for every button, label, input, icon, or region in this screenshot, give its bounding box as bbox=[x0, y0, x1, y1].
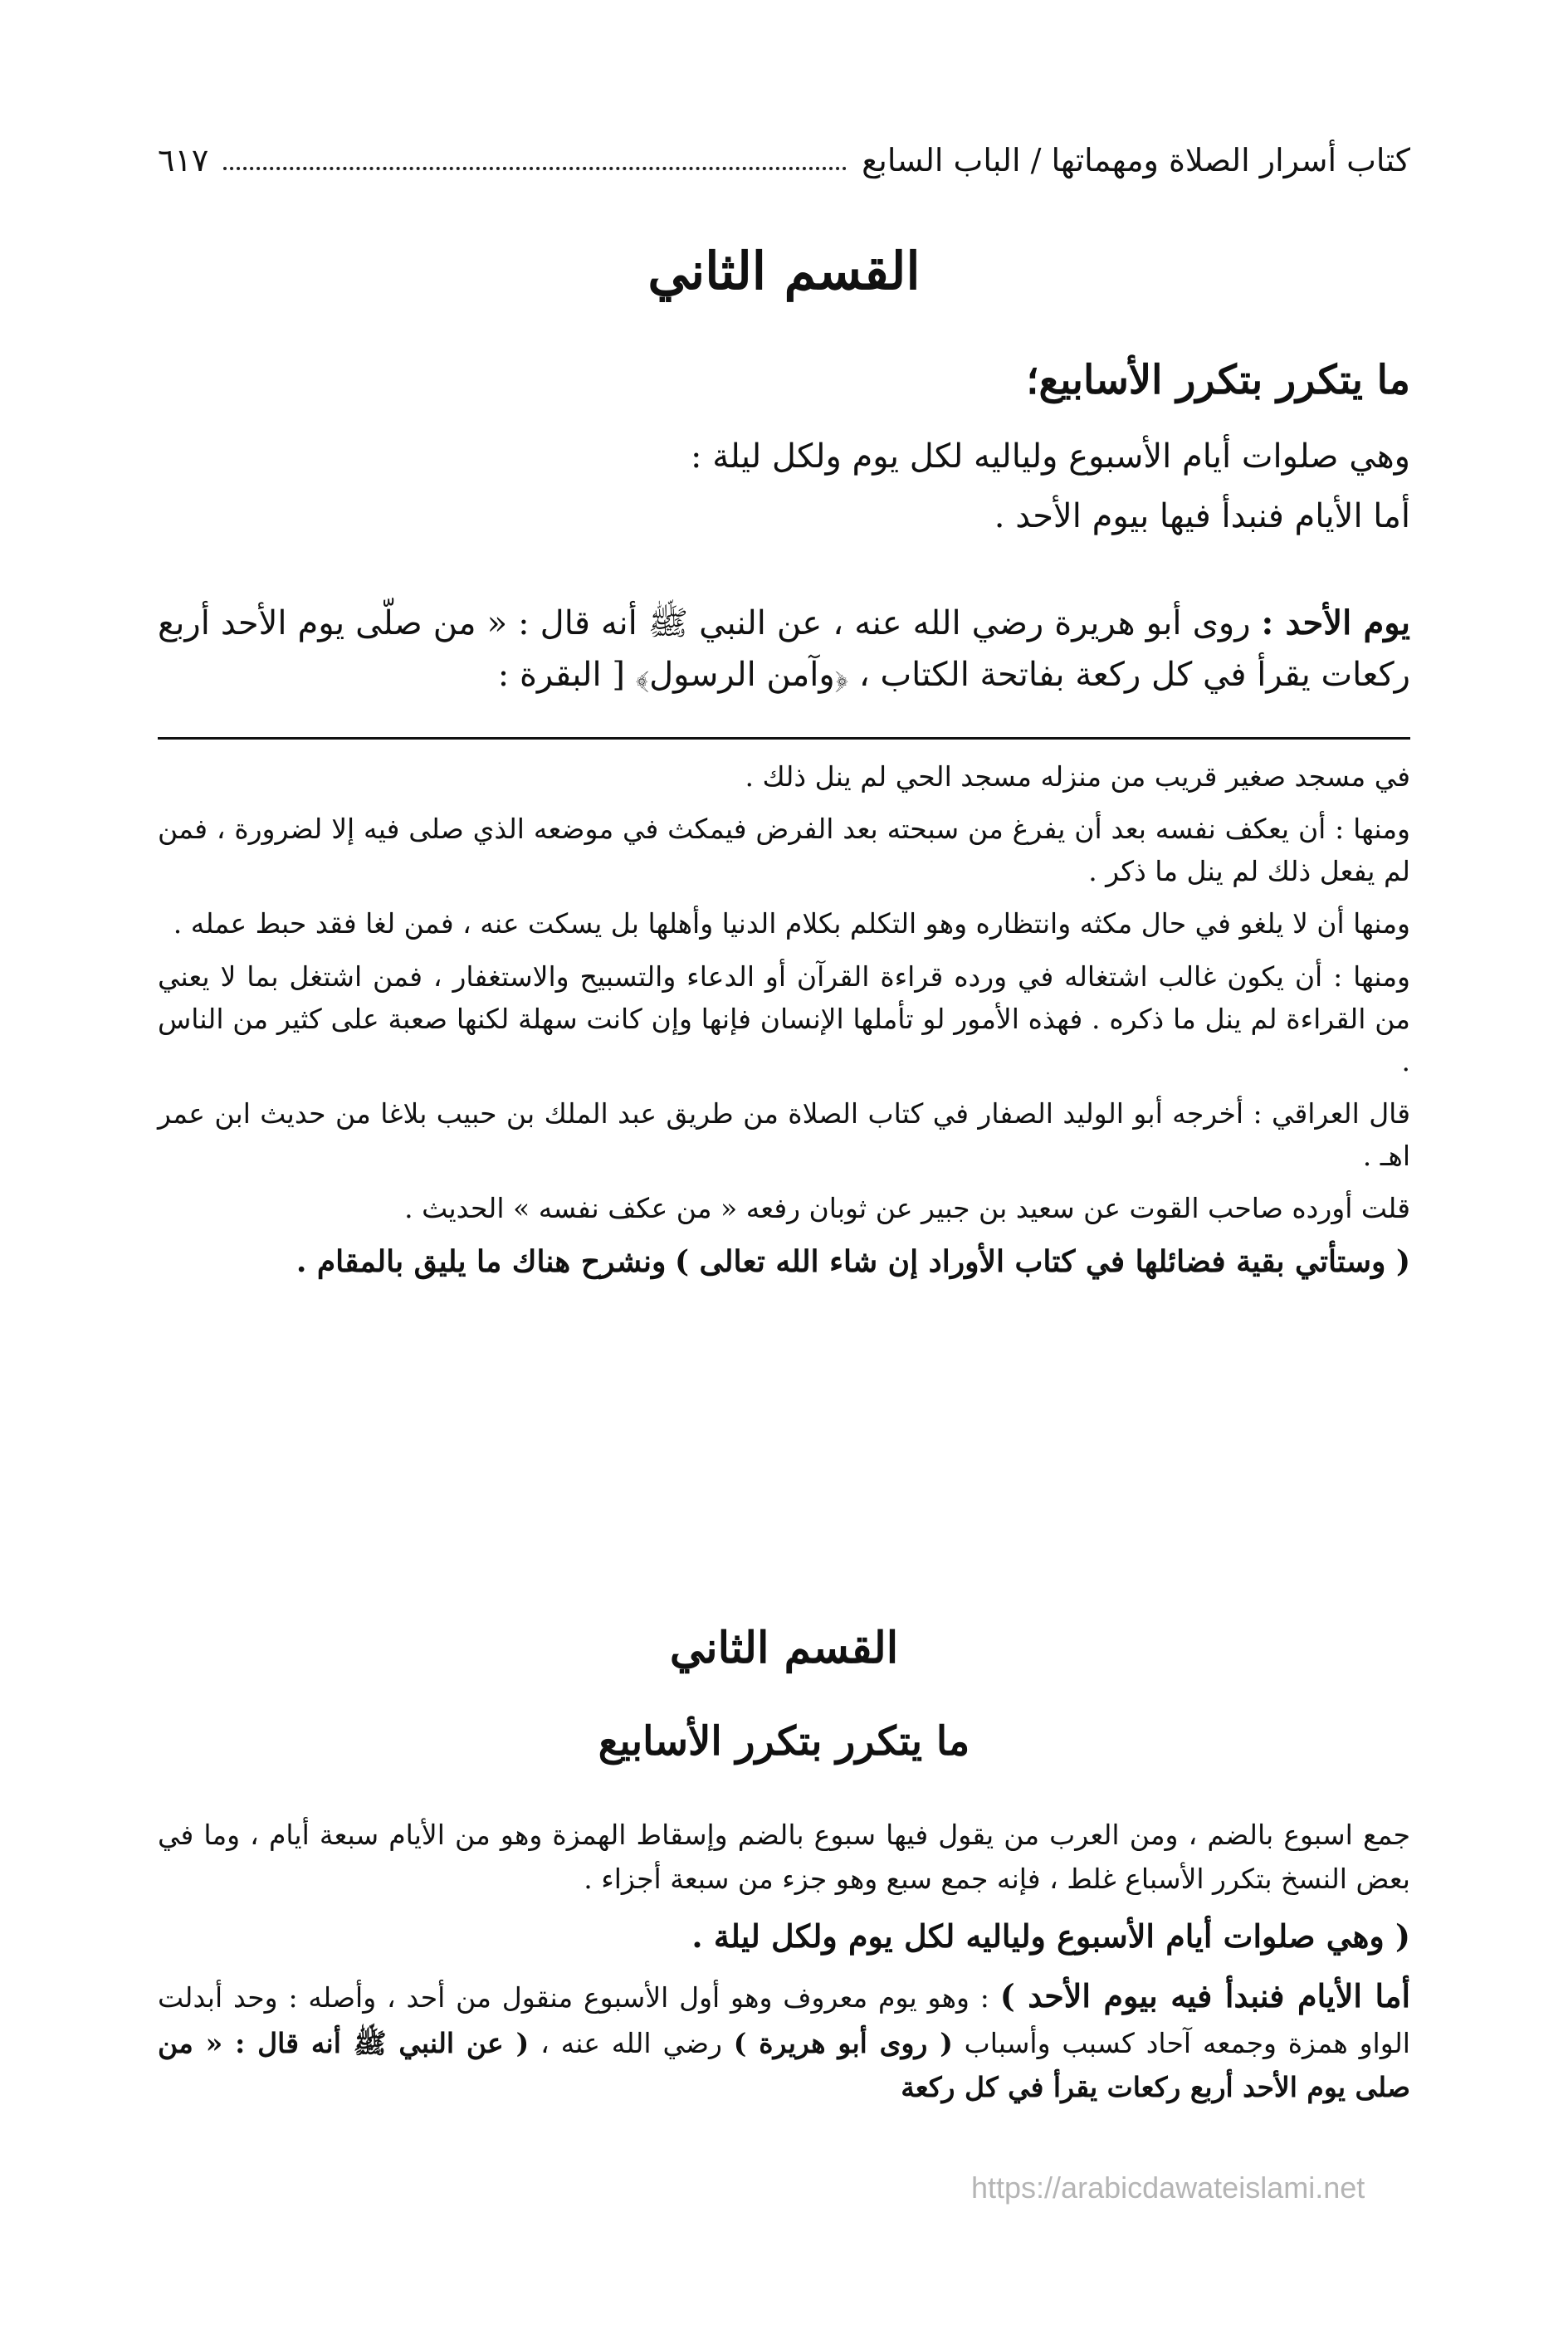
commentary-bold: ( عن النبي ﷺ أنه قال : « من صلى يوم الأحد أربع ركعات يقرأ في كل ركعة bbox=[158, 2027, 1410, 2103]
footnote-paragraph: قلت أورده صاحب القوت عن سعيد بن جبير عن ثوبان رفعه « من عكف نفسه » الحديث . bbox=[404, 1192, 1410, 1225]
running-title: كتاب أسرار الصلاة ومهماتها / الباب السابع bbox=[862, 142, 1410, 178]
commentary-text: رضي الله عنه ، bbox=[540, 2027, 722, 2060]
header-dot-leader bbox=[223, 167, 847, 170]
footnote-paragraph: ومنها : أن يعكف نفسه بعد أن يفرغ من سبحته بعد الفرض فيمكث في موضعه الذي صلى فيه إلا لضرورة ، فمن لم يفعل ذلك لم ينل ما ذكر . bbox=[158, 813, 1410, 888]
commentary-quote: ( وهي صلوات أيام الأسبوع ولياليه لكل يوم ولكل ليلة . bbox=[691, 1917, 1410, 1955]
commentary-paragraph bbox=[158, 1971, 1410, 2109]
commentary-text: : وهو يوم معروف وهو أول الأسبوع منقول من أحد ، وأصله : وحد أبدلت الواو همزة وجمعه آحاد كسبب وأسباب bbox=[158, 1981, 1410, 2060]
main-paragraph-1: وهي صلوات أيام الأسبوع ولياليه لكل يوم ولكل ليلة : bbox=[691, 437, 1410, 476]
footnotes bbox=[158, 755, 1410, 1296]
main-paragraph-2: أما الأيام فنبدأ فيها بيوم الأحد . bbox=[994, 497, 1410, 535]
watermark: https://arabicdawateislami.net bbox=[971, 2171, 1365, 2205]
section-title: القسم الثاني bbox=[647, 241, 921, 301]
footnote-divider bbox=[158, 737, 1410, 740]
commentary-section-title: القسم الثاني bbox=[669, 1623, 899, 1673]
footnote-paragraph: ومنها أن لا يلغو في حال مكثه وانتظاره وهو التكلم بكلام الدنيا وأهلها بل يسكت عنه ، فمن لغا فقد حبط عمله . bbox=[173, 907, 1410, 940]
main-text-intro bbox=[158, 432, 1410, 551]
commentary-bold: ( روى أبو هريرة ) bbox=[733, 2027, 953, 2060]
section-subtitle: ما يتكرر بتكرر الأسابيع؛ bbox=[1026, 357, 1410, 403]
footnote-bold-phrase: ( وستأتي بقية فضائلها في كتاب الأوراد إن شاء الله تعالى ) bbox=[674, 1244, 1410, 1280]
footnote-rest: ونشرح هناك ما يليق بالمقام . bbox=[296, 1244, 667, 1280]
page-number: ٦١٧ bbox=[158, 142, 209, 178]
footnote-paragraph-final bbox=[158, 1239, 1410, 1286]
page-header bbox=[158, 131, 1410, 189]
main-paragraph-3 bbox=[158, 598, 1410, 701]
footnote-paragraph: في مسجد صغير قريب من منزله مسجد الحي لم ينل ذلك . bbox=[745, 760, 1410, 793]
footnote-paragraph: ومنها : أن يكون غالب اشتغاله في ورده قراءة القرآن أو الدعاء والتسبيح والاستغفار ، فمن اشتغل بما لا يعني من القراءة لم ينل ما ذكره . فهذه الأمور لو تأملها الإنسان فإنها وإن كانت سهلة لكنها صعبة على كثير من الناس . bbox=[158, 960, 1410, 1077]
sunday-heading: يوم الأحد : bbox=[1261, 603, 1411, 642]
sunday-text: روى أبو هريرة رضي الله عنه ، عن النبي ﷺ أنه قال : « من صلّى يوم الأحد أربع ركعات يقرأ في كل ركعة بفاتحة الكتاب ، ﴿وآمن الرسول﴾ [ البقرة : bbox=[158, 604, 1410, 694]
commentary bbox=[158, 1814, 1410, 2120]
commentary-paragraph: جمع اسبوع بالضم ، ومن العرب من يقول فيها سبوع بالضم وإسقاط الهمزة وهو من الأيام سبعة أيام ، وما في بعض النسخ بتكرر الأسباع غلط ، فإنه جمع سبع وهو جزء من سبعة أجزاء . bbox=[158, 1819, 1410, 1895]
commentary-bold: أما الأيام فنبدأ فيه بيوم الأحد ) bbox=[999, 1977, 1411, 2015]
commentary-subtitle: ما يتكرر بتكرر الأسابيع bbox=[598, 1718, 970, 1765]
footnote-paragraph: قال العراقي : أخرجه أبو الوليد الصفار في كتاب الصلاة من طريق عبد الملك بن حبيب بلاغا من حديث ابن عمر اهـ . bbox=[158, 1096, 1410, 1173]
